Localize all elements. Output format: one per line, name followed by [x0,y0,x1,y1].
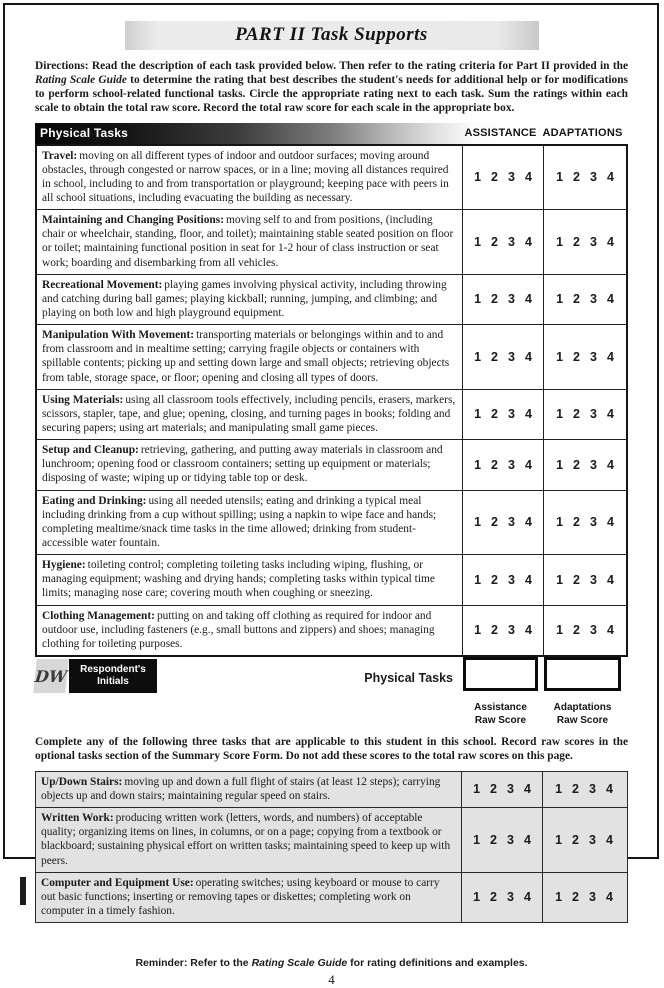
rating-option-2[interactable]: 2 [573,407,580,422]
rating-option-2[interactable]: 2 [573,349,580,364]
rating-option-4[interactable]: 4 [606,349,614,364]
raw-score-labels-row [35,701,628,728]
task-description [37,146,462,210]
rating-option-4[interactable]: 4 [606,515,614,530]
optional-tasks-table [35,771,628,923]
task-row-maintaining-positions [37,209,626,274]
task-row-up-down-stairs [36,772,627,807]
adaptations-rating-cell [543,210,626,274]
reminder-guide-name: Rating Scale Guide [251,957,348,970]
rating-option-1[interactable]: 1 [556,407,564,422]
assistance-rating-cell [462,146,543,210]
rating-option-4[interactable]: 4 [606,170,614,185]
rating-option-1[interactable]: 1 [473,782,481,797]
rating-option-4[interactable]: 4 [524,572,532,587]
task-row-manipulation-with-movement [37,324,626,389]
adaptations-rating-cell [543,390,626,439]
task-name: Written Work: [41,812,114,825]
task-row-travel [37,146,626,210]
respondent-initials-label [69,659,157,693]
rating-option-2[interactable]: 2 [490,832,497,847]
rating-option-2[interactable]: 2 [572,890,579,905]
rating-option-3[interactable]: 3 [508,170,515,185]
rating-option-2[interactable]: 2 [573,623,580,638]
respondent-initials-group [35,659,157,693]
rating-option-1[interactable]: 1 [556,623,564,638]
assistance-rating-cell [462,275,543,324]
rating-option-4[interactable]: 4 [523,782,531,797]
task-description [37,390,462,439]
rating-option-1[interactable]: 1 [473,890,481,905]
task-description [37,491,462,555]
task-text: transporting materials or belongings within and to and from classroom and in mealtime setting; carrying fragile objects or containers with spillable contents; picking up and setting down large and small objects; retrieving objects from table, storage space, or floor; opening and closing all types of doors. [42,329,450,384]
task-description [37,275,462,324]
task-name: Recreational Movement: [42,278,163,291]
rating-option-4[interactable]: 4 [524,170,532,185]
initials-label-line2: Initials [97,675,129,687]
adaptations-rating-cell [542,808,625,872]
page-frame [3,3,659,988]
rating-option-2[interactable]: 2 [491,292,498,307]
physical-tasks-table [35,144,628,657]
task-name: Maintaining and Changing Positions: [42,214,224,227]
rating-option-4[interactable]: 4 [606,457,614,472]
rating-option-1[interactable]: 1 [474,457,482,472]
rating-option-3[interactable]: 3 [590,572,597,587]
rating-option-1[interactable]: 1 [556,457,564,472]
rating-option-3[interactable]: 3 [590,170,597,185]
page-title: PART II Task Supports [235,24,428,45]
rating-option-2[interactable]: 2 [573,170,580,185]
rating-option-3[interactable]: 3 [508,292,515,307]
adaptations-rating-cell [543,325,626,389]
assistance-rating-cell [462,491,543,555]
page-number: 4 [328,972,335,988]
rating-option-2[interactable]: 2 [491,515,498,530]
task-text: moving up and down a full flight of stairs (at least 12 steps); carrying objects up and down stairs; maintaining regular speed on stairs. [41,775,441,802]
rating-option-1[interactable]: 1 [474,292,482,307]
rating-option-1[interactable]: 1 [556,349,564,364]
rating-option-1[interactable]: 1 [473,832,481,847]
rating-option-3[interactable]: 3 [508,349,515,364]
reminder-suffix: for rating definitions and examples. [347,957,528,970]
rating-option-1[interactable]: 1 [556,515,564,530]
task-name: Computer and Equipment Use: [41,876,194,889]
assistance-raw-score-label [460,701,541,728]
rating-option-3[interactable]: 3 [590,234,597,249]
assistance-rating-cell [462,440,543,489]
rating-option-3[interactable]: 3 [589,832,596,847]
rating-option-3[interactable]: 3 [507,832,514,847]
task-description [36,772,461,807]
rating-option-3[interactable]: 3 [590,515,597,530]
rating-option-4[interactable]: 4 [524,457,532,472]
rating-option-1[interactable]: 1 [555,782,563,797]
assistance-rating-cell [462,606,543,655]
rating-option-4[interactable]: 4 [524,407,532,422]
rating-option-3[interactable]: 3 [590,407,597,422]
reminder-text [35,957,628,969]
rating-option-1[interactable]: 1 [474,515,482,530]
assistance-rating-cell [461,808,542,872]
task-row-using-materials [37,389,626,439]
rating-option-1[interactable]: 1 [555,890,563,905]
rating-option-1[interactable]: 1 [474,349,482,364]
task-description [37,325,462,389]
task-name: Eating and Drinking: [42,494,147,507]
rating-option-3[interactable]: 3 [590,349,597,364]
registration-mark [20,877,26,905]
task-text: moving on all different types of indoor and outdoor surfaces; moving around obstacles, through congested or narrow spaces, or in a line; moving all distances required in school, including to and from transportation or playground; keeping pace with peers in all school situations, including evacuating the building as necessary. [42,149,449,205]
rating-option-2[interactable]: 2 [573,457,580,472]
rating-option-3[interactable]: 3 [508,234,515,249]
task-text: operating switches; using keyboard or mouse to carry out basic functions; inserting or removing tapes or diskettes; completing work on computer in a timely fashion. [41,876,440,917]
rating-option-4[interactable]: 4 [524,234,532,249]
task-text: playing games involving physical activity, including throwing and catching during ball games; playing kickball; running, jumping, and climbing; and playing on both low and high playground equipment. [42,278,447,320]
task-row-written-work [36,807,627,872]
rating-option-2[interactable]: 2 [573,572,580,587]
task-name: Using Materials: [42,393,124,406]
rating-option-4[interactable]: 4 [524,515,532,530]
rating-option-4[interactable]: 4 [523,890,531,905]
raw-score-row [35,657,628,697]
reminder-prefix: Reminder: Refer to the [135,957,252,970]
assistance-raw-score-box[interactable] [463,657,538,691]
task-description [36,873,461,922]
rating-option-1[interactable]: 1 [474,234,482,249]
adaptations-label-line2: Raw Score [556,715,609,727]
rating-option-1[interactable]: 1 [556,292,564,307]
rating-option-2[interactable]: 2 [490,782,497,797]
rating-option-1[interactable]: 1 [474,170,482,185]
rating-option-3[interactable]: 3 [508,572,515,587]
task-text: toileting control; completing toileting tasks including wiping, flushing, or managing equipment; washing and drying hands; completing tasks within typical time limits; managing nose care; covering mouth when coughing or sneezing. [42,559,435,600]
assistance-label-line2: Raw Score [474,715,527,727]
rating-option-4[interactable]: 4 [606,234,614,249]
adaptations-rating-cell [543,606,626,655]
rating-option-3[interactable]: 3 [508,457,515,472]
adaptations-raw-score-label [541,701,624,728]
rating-option-2[interactable]: 2 [491,234,498,249]
assistance-rating-cell [462,555,543,604]
rating-option-3[interactable]: 3 [590,623,597,638]
rating-option-3[interactable]: 3 [508,623,515,638]
rating-option-2[interactable]: 2 [572,782,579,797]
adaptations-rating-cell [543,491,626,555]
rating-option-4[interactable]: 4 [606,292,614,307]
title-bar [125,21,539,50]
rating-option-2[interactable]: 2 [572,832,579,847]
rating-option-4[interactable]: 4 [523,832,531,847]
task-name: Setup and Cleanup: [42,444,139,457]
rating-option-4[interactable]: 4 [605,782,613,797]
physical-tasks-band-title: Physical Tasks [40,126,128,141]
task-row-recreational-movement [37,274,626,324]
directions-suffix: to determine the rating that best describes the student's needs for additional help or for modifications to perform school-related functional tasks. Circle the appropriate rating next to each task. Sum the ratings within each scale to obtain the total raw score. Record the total raw score for each scale in the appropriate box. [35,73,628,114]
adaptations-rating-cell [542,873,625,922]
assistance-rating-cell [461,873,542,922]
rating-option-2[interactable]: 2 [491,457,498,472]
assistance-rating-cell [462,325,543,389]
task-row-setup-and-cleanup [37,439,626,489]
task-description [36,808,461,872]
assistance-label-line1: Assistance [474,701,527,713]
rating-option-1[interactable]: 1 [556,170,564,185]
assistance-rating-cell [461,772,542,807]
assistance-column-header: ASSISTANCE [464,127,537,140]
rating-option-4[interactable]: 4 [606,623,614,638]
rating-option-1[interactable]: 1 [556,234,564,249]
rating-option-2[interactable]: 2 [573,234,580,249]
adaptations-rating-cell [543,555,626,604]
adaptations-rating-cell [543,440,626,489]
raw-score-left-cell [35,657,460,697]
assistance-rating-cell [462,390,543,439]
task-text: producing written work (letters, words, and numbers) of acceptable quality; organizing items on lines, in columns, or on a page; copying from a textbook or blackboard; sustaining physical effort on written tasks; maintaining speed to keep up with peers. [41,812,451,867]
physical-tasks-row-label: Physical Tasks [364,670,453,685]
task-row-clothing-management [37,605,626,655]
task-row-hygiene [37,554,626,604]
task-name: Travel: [42,149,78,162]
rating-option-4[interactable]: 4 [606,407,614,422]
rating-option-3[interactable]: 3 [589,782,596,797]
initials-label-line1: Respondent's [80,664,146,676]
rating-option-3[interactable]: 3 [589,890,596,905]
task-description [37,555,462,604]
adaptations-rating-cell [543,146,626,210]
rating-option-4[interactable]: 4 [606,572,614,587]
task-name: Manipulation With Movement: [42,329,195,342]
rating-option-4[interactable]: 4 [524,349,532,364]
rating-option-2[interactable]: 2 [491,572,498,587]
task-row-computer-equipment-use [36,872,627,922]
optional-tasks-note: Complete any of the following three tasks that are applicable to this student in this school. Record raw scores in the optional tasks section of the Summary Score Form. Do not add these scores to the total raw scores on this page. [35,735,628,762]
rating-option-3[interactable]: 3 [590,457,597,472]
rating-option-3[interactable]: 3 [508,407,515,422]
rating-option-4[interactable]: 4 [605,832,613,847]
rating-option-2[interactable]: 2 [491,349,498,364]
task-description [37,210,462,274]
rating-option-2[interactable]: 2 [491,407,498,422]
adaptations-column-header: ADAPTATIONS [542,127,623,140]
adaptations-raw-score-box[interactable] [544,657,621,691]
respondent-initials-field[interactable]: DW [33,659,69,693]
directions-prefix: Directions: Read the description of each task provided below. Then refer to the rating criteria for Part II provided in the [35,60,628,72]
rating-option-2[interactable]: 2 [491,170,498,185]
rating-option-2[interactable]: 2 [491,623,498,638]
rating-option-4[interactable]: 4 [605,890,613,905]
task-text: moving self to and from positions, (including chair or wheelchair, standing, floor, and toilet); maintaining stable seated position on floor or toilet; maintaining functional position in seat for 1-2 hour of class instruction or seat work; boarding and disembarking from all vehicles. [42,214,454,269]
task-name: Up/Down Stairs: [41,775,123,788]
directions-text [35,60,628,116]
rating-option-3[interactable]: 3 [508,515,515,530]
task-description [37,606,462,655]
rating-option-3[interactable]: 3 [507,890,514,905]
adaptations-rating-cell [542,772,625,807]
rating-option-1[interactable]: 1 [474,407,482,422]
task-text: retrieving, gathering, and putting away materials in classroom and lunchroom; opening food or classroom containers; setting up equipment or materials; disposing of waste; wiping up or tidying table top or desk. [42,444,443,485]
rating-option-1[interactable]: 1 [474,623,482,638]
directions-guide-name: Rating Scale Guide [35,73,127,86]
rating-option-1[interactable]: 1 [555,832,563,847]
rating-option-2[interactable]: 2 [573,292,580,307]
task-row-eating-and-drinking [37,490,626,555]
rating-option-1[interactable]: 1 [474,572,482,587]
task-name: Clothing Management: [42,609,155,622]
task-description [37,440,462,489]
rating-option-4[interactable]: 4 [524,623,532,638]
rating-option-2[interactable]: 2 [490,890,497,905]
task-text: putting on and taking off clothing as required for indoor and outdoor use, including fasteners (e.g., small buttons and zippers) and shoes; managing clothing for toileting purposes. [42,609,435,650]
task-text: using all needed utensils; eating and drinking a typical meal including drinking from a cup without spilling; using a napkin to wipe face and hands; completing mealtime/snack time tasks in the time allowed; drinking from student-accessible water fountain. [42,494,437,549]
adaptations-label-line1: Adaptations [553,701,612,713]
physical-tasks-header-band [35,123,628,144]
assistance-rating-cell [462,210,543,274]
task-name: Hygiene: [42,559,86,572]
task-text: using all classroom tools effectively, including pencils, erasers, markers, scissors, stapler, tape, and glue; opening, closing, and turning pages in books; folding and securing papers; using art materials; and manipulating small game pieces. [42,393,456,435]
rating-option-3[interactable]: 3 [590,292,597,307]
rating-option-4[interactable]: 4 [524,292,532,307]
rating-option-1[interactable]: 1 [556,572,564,587]
rating-option-3[interactable]: 3 [507,782,514,797]
adaptations-rating-cell [543,275,626,324]
rating-option-2[interactable]: 2 [573,515,580,530]
